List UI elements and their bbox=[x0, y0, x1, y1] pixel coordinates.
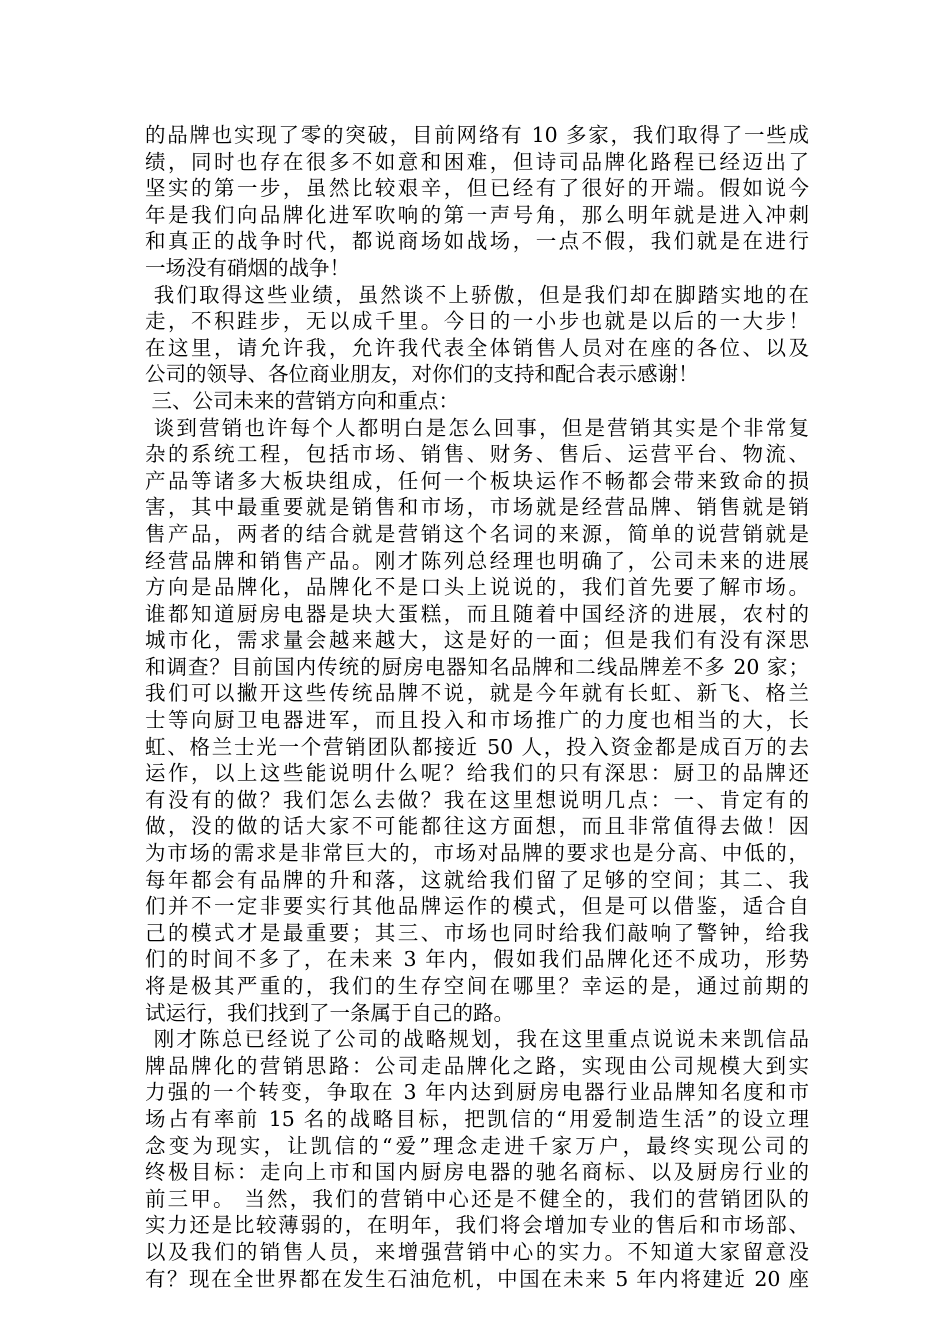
text-line: 城市化，需求量会越来越大，这是好的一面；但是我们有没有深思 bbox=[145, 628, 809, 653]
text-line: 终极目标：走向上市和国内厨房电器的驰名商标、以及厨房行业的 bbox=[145, 1160, 809, 1185]
text-line: 力强的一个转变，争取在 3 年内达到厨房电器行业品牌知名度和市 bbox=[145, 1080, 809, 1105]
text-line: 为市场的需求是非常巨大的，市场对品牌的要求也是分高、中低的， bbox=[145, 841, 809, 866]
text-line: 念变为现实，让凯信的“爱”理念走进千家万户，最终实现公司的 bbox=[145, 1133, 809, 1158]
text-line: 在这里，请允许我，允许我代表全体销售人员对在座的各位、以及 bbox=[145, 335, 809, 360]
text-line: 有？现在全世界都在发生石油危机，中国在未来 5 年内将建近 20 座 bbox=[145, 1266, 809, 1291]
text-line: 走，不积跬步，无以成千里。今日的一小步也就是以后的一大步！ bbox=[145, 309, 809, 334]
text-line: 运作，以上这些能说明什么呢？给我们的只有深思：厨卫的品牌还 bbox=[145, 761, 809, 786]
text-line: 和调查？目前国内传统的厨房电器知名品牌和二线品牌差不多 20 家； bbox=[145, 654, 809, 679]
text-line: 的品牌也实现了零的突破，目前网络有 10 多家，我们取得了一些成 bbox=[145, 123, 809, 147]
text-line: 试运行，我们找到了一条属于自己的路。 bbox=[145, 1000, 514, 1025]
text-line: 杂的系统工程，包括市场、销售、财务、售后、运营平台、物流、 bbox=[145, 442, 809, 467]
text-line: 实力还是比较薄弱的，在明年，我们将会增加专业的售后和市场部、 bbox=[145, 1213, 809, 1238]
text-line: 方向是品牌化，品牌化不是口头上说说的，我们首先要了解市场。 bbox=[145, 575, 809, 600]
text-line: 牌品牌化的营销思路：公司走品牌化之路，实现由公司规模大到实 bbox=[145, 1053, 809, 1078]
text-line: 己的模式才是最重要；其三、市场也同时给我们敲响了警钟，给我 bbox=[145, 920, 809, 945]
text-line: 坚实的第一步，虽然比较艰辛，但已经有了很好的开端。假如说今 bbox=[145, 176, 809, 201]
text-line: 谈到营销也许每个人都明白是怎么回事，但是营销其实是个非常复 bbox=[145, 415, 809, 440]
text-line: 公司的领导、各位商业朋友，对你们的支持和配合表示感谢！ bbox=[145, 362, 699, 387]
text-line: 经营品牌和销售产品。刚才陈列总经理也明确了，公司未来的进展 bbox=[145, 548, 809, 573]
text-line: 年是我们向品牌化进军吹响的第一声号角，那么明年就是进入冲刺 bbox=[145, 202, 809, 227]
text-line: 售产品，两者的结合就是营销这个名词的来源，简单的说营销就是 bbox=[145, 521, 809, 546]
text-line: 三、公司未来的营销方向和重点： bbox=[145, 388, 460, 413]
text-line: 将是极其严重的，我们的生存空间在哪里？幸运的是，通过前期的 bbox=[145, 974, 809, 998]
text-line: 有没有的做？我们怎么去做？我在这里想说明几点：一、肯定有的 bbox=[145, 787, 809, 812]
text-line: 们并不一定非要实行其他品牌运作的模式，但是可以借鉴，适合自 bbox=[145, 894, 809, 919]
text-line: 产品等诸多大板块组成，任何一个板块运作不畅都会带来致命的损 bbox=[145, 468, 809, 493]
text-line: 谁都知道厨房电器是块大蛋糕，而且随着中国经济的进展，农村的 bbox=[145, 601, 809, 626]
text-line: 场占有率前 15 名的战略目标，把凯信的“用爱制造生活”的设立理 bbox=[145, 1106, 809, 1131]
text-line: 刚才陈总已经说了公司的战略规划，我在这里重点说说未来凯信品 bbox=[145, 1027, 809, 1052]
text-line: 士等向厨卫电器进军，而且投入和市场推广的力度也相当的大，长 bbox=[145, 708, 809, 733]
text-line: 一场没有硝烟的战争！ bbox=[145, 255, 350, 280]
body-text bbox=[145, 122, 809, 1292]
text-line: 虹、格兰士光一个营销团队都接近 50 人，投入资金都是成百万的去 bbox=[145, 734, 809, 759]
text-line: 害，其中最重要就是销售和市场，市场就是经营品牌、销售就是销 bbox=[145, 495, 809, 520]
text-line: 每年都会有品牌的升和落，这就给我们留了足够的空间；其二、我 bbox=[145, 867, 809, 892]
text-line: 和真正的战争时代，都说商场如战场，一点不假，我们就是在进行 bbox=[145, 229, 809, 254]
text-line: 们的时间不多了，在未来 3 年内，假如我们品牌化还不成功，形势 bbox=[145, 947, 809, 972]
text-line: 做，没的做的话大家不可能都往这方面想，而且非常值得去做！因 bbox=[145, 814, 809, 839]
text-line: 绩，同时也存在很多不如意和困难，但诗司品牌化路程已经迈出了 bbox=[145, 149, 809, 174]
text-line: 我们可以撇开这些传统品牌不说，就是今年就有长虹、新飞、格兰 bbox=[145, 681, 809, 706]
text-line: 以及我们的销售人员，来增强营销中心的实力。不知道大家留意没 bbox=[145, 1239, 809, 1264]
text-line: 前三甲。 当然，我们的营销中心还是不健全的，我们的营销团队的 bbox=[145, 1186, 809, 1211]
text-line: 我们取得这些业绩，虽然谈不上骄傲，但是我们却在脚踏实地的在 bbox=[145, 282, 809, 307]
